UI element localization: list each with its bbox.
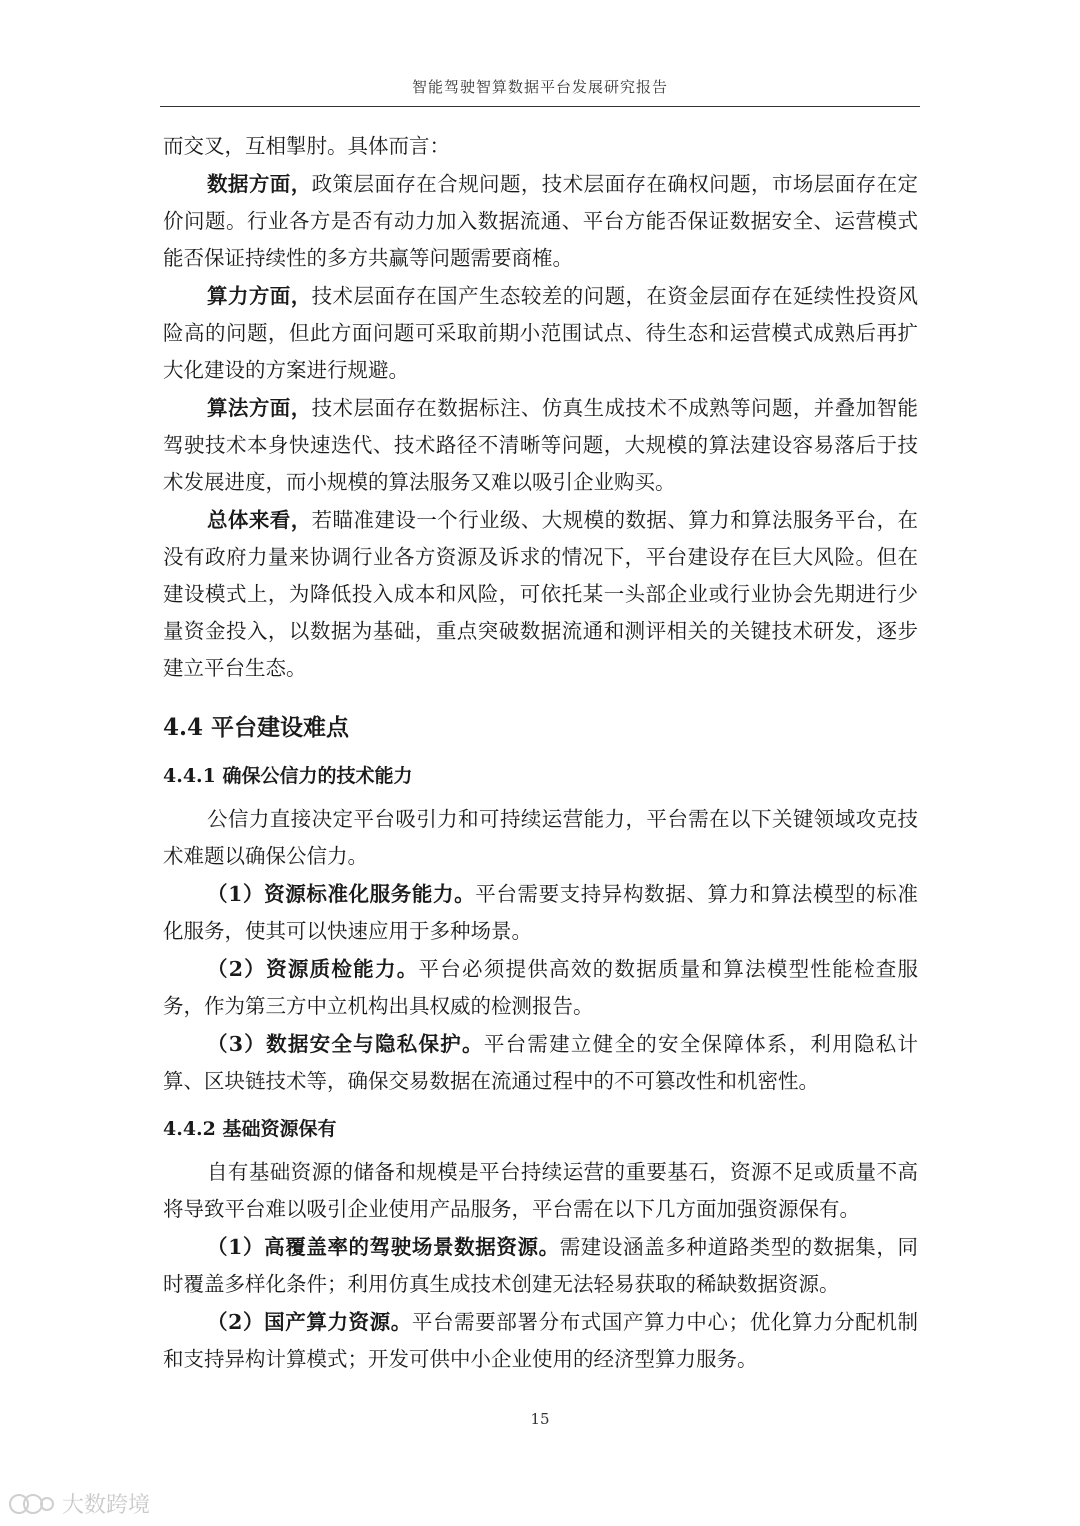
list-item-lead: （3）数据安全与隐私保护。 <box>207 1032 484 1056</box>
paragraph-lead: 算法方面， <box>207 396 312 420</box>
paragraph-algorithm-aspect <box>163 390 918 501</box>
list-item <box>163 1304 918 1378</box>
paragraph-text: 若瞄准建设一个行业级、大规模的数据、算力和算法服务平台，在没有政府力量来协调行业各方资源及诉求的情况下，平台建设存在巨大风险。但在建设模式上，为降低投入成本和风险，可依托某一头部企业或行业协会先期进行少量资金投入，以数据为基础，重点突破数据流通和测评相关的关键技术研发，逐步建立平台生态。 <box>163 508 919 680</box>
paragraph-lead: 总体来看， <box>207 508 312 532</box>
list-item-lead: （2）资源质检能力。 <box>207 957 419 981</box>
subsection-heading-4-4-2: 4.4.2 基础资源保有 <box>163 1118 337 1140</box>
paragraph-text: 技术层面存在国产生态较差的问题，在资金层面存在延续性投资风险高的问题，但此方面问题可采取前期小范围试点、待生态和运营模式成熟后再扩大化建设的方案进行规避。 <box>163 284 919 382</box>
list-item-lead: （1）资源标准化服务能力。 <box>207 882 476 906</box>
list-item <box>163 1229 918 1303</box>
watermark-logo-icon <box>8 1491 56 1517</box>
paragraph-lead: 算力方面， <box>207 284 312 308</box>
list-item-text: 平台需要部署分布式国产算力中心；优化算力分配机制和支持异构计算模式；开发可供中小企业使用的经济型算力服务。 <box>163 1310 919 1371</box>
paragraph-continuation: 而交叉，互相掣肘。具体而言： <box>163 134 450 158</box>
list-item-text: 平台必须提供高效的数据质量和算法模型性能检查服务，作为第三方中立机构出具权威的检测报告。 <box>163 957 919 1018</box>
paragraph-data-aspect <box>163 166 918 277</box>
paragraph-text: 技术层面存在数据标注、仿真生成技术不成熟等问题，并叠加智能驾驶技术本身快速迭代、技术路径不清晰等问题，大规模的算法建设容易落后于技术发展进度，而小规模的算法服务又难以吸引企业购买。 <box>163 396 919 494</box>
page-number: 15 <box>530 1410 550 1428</box>
paragraph-text: 政策层面存在合规问题，技术层面存在确权问题，市场层面存在定价问题。行业各方是否有动力加入数据流通、平台方能否保证数据安全、运营模式能否保证持续性的多方共赢等问题需要商榷。 <box>163 172 919 270</box>
paragraph-compute-aspect <box>163 278 918 389</box>
list-item <box>163 876 918 950</box>
subsection-intro: 公信力直接决定平台吸引力和可持续运营能力，平台需在以下关键领域攻克技术难题以确保公信力。 <box>163 807 918 868</box>
list-item-lead: （1）高覆盖率的驾驶场景数据资源。 <box>207 1235 560 1259</box>
paragraph-lead: 数据方面， <box>207 172 312 196</box>
list-item-text: 平台需建立健全的安全保障体系，利用隐私计算、区块链技术等，确保交易数据在流通过程中的不可篡改性和机密性。 <box>163 1032 918 1093</box>
list-item <box>163 951 918 1025</box>
list-item <box>163 1026 918 1100</box>
watermark-text: 大数跨境 <box>62 1493 151 1518</box>
list-item-text: 平台需要支持异构数据、算力和算法模型的标准化服务，使其可以快速应用于多种场景。 <box>163 882 918 943</box>
watermark <box>8 1488 150 1519</box>
paragraph-overall <box>163 502 918 687</box>
list-item-lead: （2）国产算力资源。 <box>207 1310 412 1334</box>
subsection-intro: 自有基础资源的储备和规模是平台持续运营的重要基石，资源不足或质量不高将导致平台难以吸引企业使用产品服务，平台需在以下几方面加强资源保有。 <box>163 1160 918 1221</box>
section-heading-4-4: 4.4 平台建设难点 <box>163 714 350 741</box>
document-body <box>163 128 918 1378</box>
subsection-heading-4-4-1: 4.4.1 确保公信力的技术能力 <box>163 765 413 787</box>
list-item-text: 需建设涵盖多种道路类型的数据集，同时覆盖多样化条件；利用仿真生成技术创建无法轻易获取的稀缺数据资源。 <box>163 1235 918 1296</box>
running-header: 智能驾驶智算数据平台发展研究报告 <box>411 78 668 96</box>
header-rule <box>160 106 920 107</box>
